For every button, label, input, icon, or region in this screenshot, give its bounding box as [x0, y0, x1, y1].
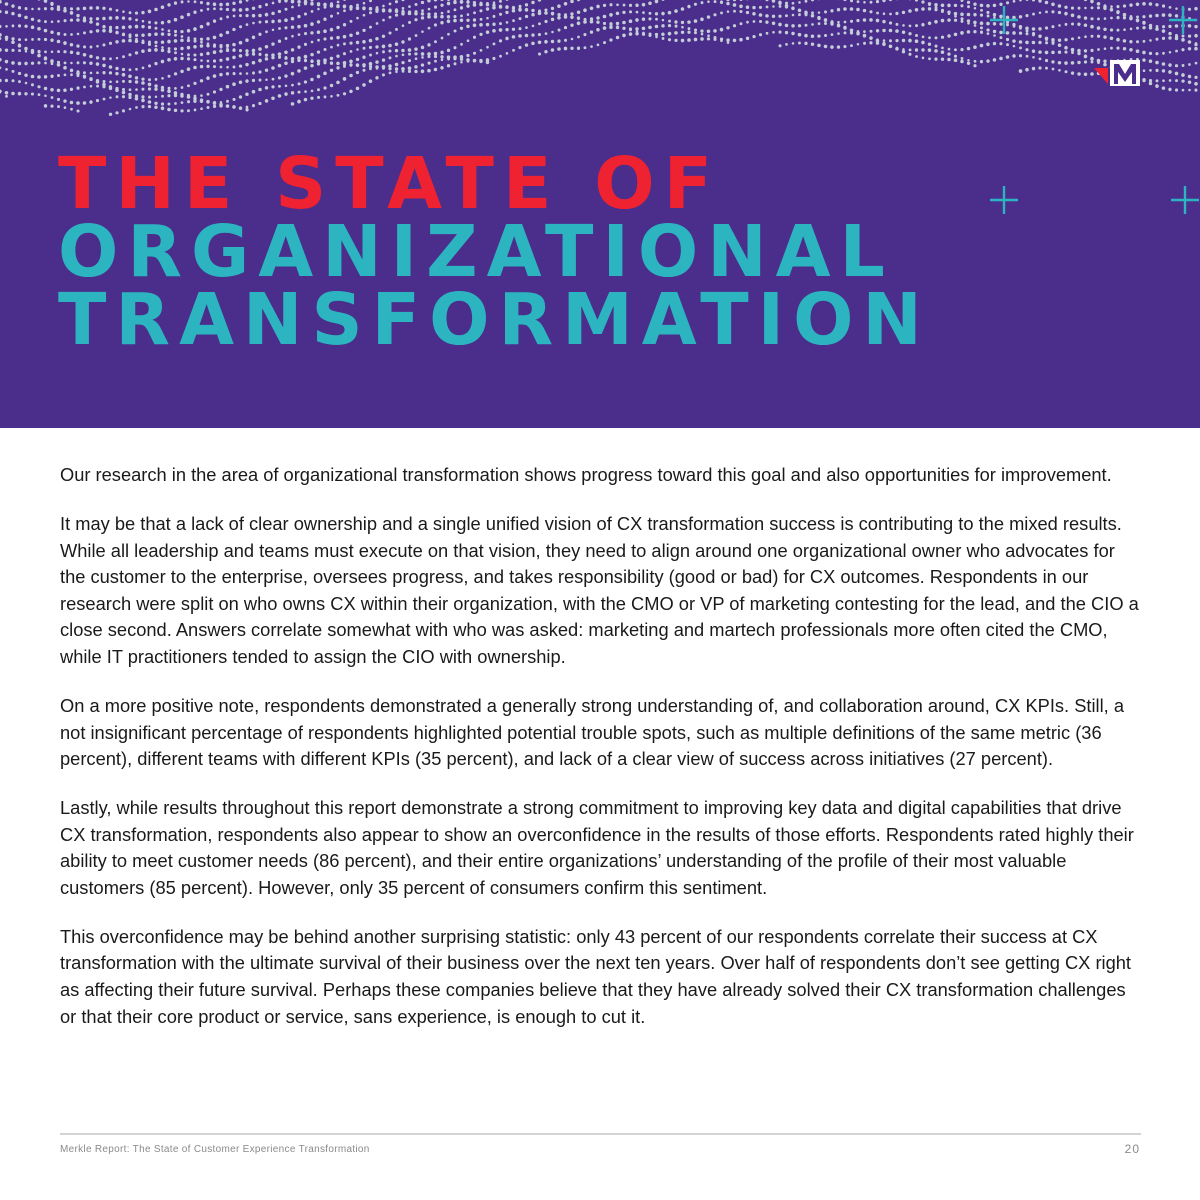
title-line-2: ORGANIZATIONAL [58, 210, 894, 293]
body-text [60, 462, 1145, 1053]
merkle-m-logo-icon [1094, 60, 1142, 86]
paragraph-1: Our research in the area of organizational transformation shows progress toward this goal and also opportunities for improvement. [60, 464, 1112, 485]
plus-sign-icon [990, 186, 1018, 214]
plus-sign-icon [1169, 6, 1197, 34]
paragraph-3: On a more positive note, respondents demonstrated a generally strong understanding of, and collaboration around, CX KPIs. Still, a not insignificant percentage of respondents highlighted potential trouble spots, such as multiple definitions of the same metric (36 percent), different teams with different KPIs (35 percent), and lack of a clear view of success across initiatives (27 percent). [60, 694, 1124, 770]
footer-divider [60, 1133, 1141, 1135]
paragraph-5: This overconfidence may be behind another surprising statistic: only 43 percent of our respondents correlate their success at CX transformation with the ultimate survival of their business over the next ten years. Over half of respondents don’t see getting CX right as affecting their future survival. Perhaps these companies believe that they have already solved their CX transformation challenges or that their core product or service, sans experience, is enough to cut it. [60, 925, 1132, 1027]
paragraph-2: It may be that a lack of clear ownership and a single unified vision of CX transformation success is contributing to the mixed results. While all leadership and teams must execute on that vision, they need to align around one organizational owner who advocates for the customer to the enterprise, oversees progress, and takes responsibility (good or bad) for CX outcomes. Respondents in our research were split on who owns CX within their organization, with the CMO or VP of marketing contesting for the lead, and the CIO a close second. Answers correlate somewhat with who was asked: marketing and martech professionals more often cited the CMO, while IT practitioners tended to assign the CIO with ownership. [60, 512, 1139, 667]
hero-banner [0, 0, 1200, 428]
plus-sign-icon [1171, 186, 1199, 214]
footer-report-title: Merkle Report: The State of Customer Experience Transformation [60, 1144, 370, 1155]
paragraph-4: Lastly, while results throughout this report demonstrate a strong commitment to improving key data and digital capabilities that drive CX transformation, respondents also appear to show an overconfidence in the results of those efforts. Respondents rated highly their ability to meet customer needs (86 percent), and their entire organizations’ understanding of the profile of their most valuable customers (85 percent). However, only 35 percent of consumers confirm this sentiment. [60, 797, 1134, 898]
page-title [58, 142, 931, 361]
footer-page-number: 20 [1124, 1142, 1140, 1156]
wave-dots [0, 0, 1198, 116]
title-line-1: THE STATE OF [58, 142, 722, 225]
title-line-3: TRANSFORMATION [58, 278, 931, 361]
